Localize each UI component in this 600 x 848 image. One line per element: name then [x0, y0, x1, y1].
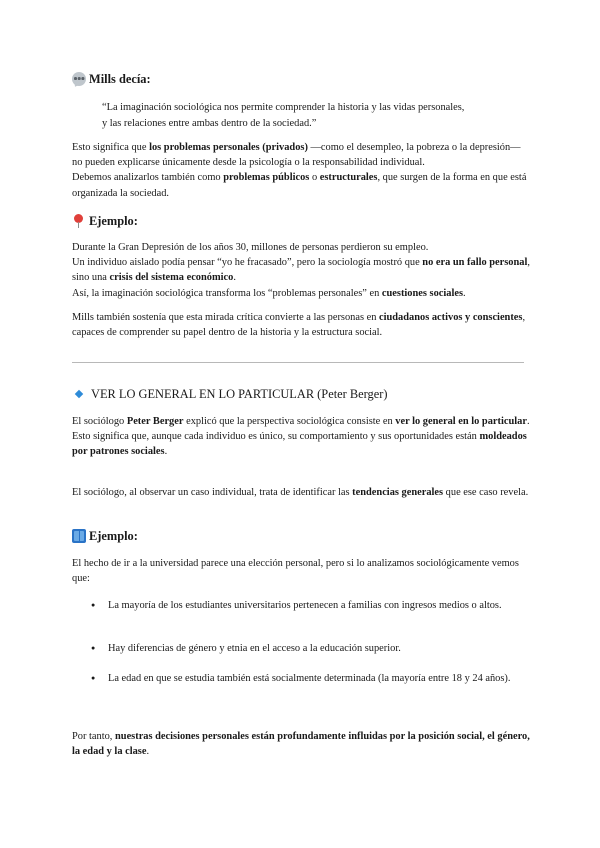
- bold-run: Peter Berger: [126, 416, 184, 427]
- quote-line-2: y las relaciones entre ambas dentro de la sociedad.”: [102, 118, 317, 129]
- text-run: Esto significa que: [72, 142, 150, 153]
- bold-run: los problemas personales (privados): [149, 142, 308, 153]
- bold-run: nuestras decisiones personales están profundamente influidas por la posición social, el género, la edad y la clase: [72, 731, 530, 758]
- berger-paragraph-2: [72, 485, 532, 500]
- list-item: [91, 598, 531, 614]
- list-item: [91, 641, 531, 657]
- text-run: que ese caso revela.: [443, 487, 529, 498]
- example1-heading: [72, 213, 138, 229]
- text-run: explicó que la perspectiva sociológica consiste en: [183, 416, 396, 427]
- text-run: El sociólogo: [72, 416, 127, 427]
- text-run: Así, la imaginación sociológica transforma los “problemas personales” en: [72, 287, 382, 299]
- text-run: , que surgen de la forma en que está organizada la sociedad.: [72, 172, 527, 199]
- bold-run: moldeados por patrones sociales: [72, 431, 527, 458]
- conclusion-paragraph: [72, 729, 532, 759]
- list-item: [91, 671, 531, 687]
- mills-heading: [72, 71, 151, 87]
- example1-line-1: Durante la Gran Depresión de los años 30, millones de personas perdieron su empleo.: [72, 242, 429, 253]
- text-run: .: [526, 416, 530, 427]
- text-run: .: [164, 446, 168, 458]
- text-run: o: [309, 172, 320, 184]
- text-run: Debemos analizarlos también como: [72, 172, 224, 184]
- bullet-icon: [91, 671, 108, 687]
- berger-heading: [72, 386, 387, 402]
- text-run: .: [233, 272, 236, 284]
- list-item-text: La mayoría de los estudiantes universitarios pertenecen a familias con ingresos medios o altos.: [108, 600, 502, 611]
- bullet-icon: [91, 598, 108, 614]
- example1-heading-text: Ejemplo:: [89, 214, 138, 228]
- text-run: , sino una: [72, 257, 530, 284]
- bold-run: ciudadanos activos y conscientes: [379, 312, 523, 323]
- blue-diamond-icon: [75, 390, 83, 398]
- bold-run: estructurales: [319, 172, 378, 184]
- mills-paragraph: [72, 140, 532, 201]
- bold-run: crisis del sistema económico: [109, 272, 234, 284]
- berger-paragraph-1: [72, 414, 532, 460]
- bold-run: problemas públicos: [223, 172, 310, 184]
- mills-citizens-paragraph: [72, 310, 532, 340]
- bold-run: ver lo general en lo particular: [395, 416, 527, 427]
- text-run: , capaces de comprender su papel dentro de la historia y la estructura social.: [72, 312, 526, 339]
- speech-bubble-icon: [72, 72, 86, 86]
- text-run: .: [146, 746, 150, 758]
- berger-heading-text: VER LO GENERAL EN LO PARTICULAR (Peter Berger): [91, 387, 388, 401]
- text-run: Un individuo aislado podía pensar “yo he fracasado”, pero la sociología mostró que: [72, 257, 423, 269]
- example2-intro-text: El hecho de ir a la universidad parece una elección personal, pero si lo analizamos sociológicamente vemos que:: [72, 558, 519, 585]
- bold-run: no era un fallo personal: [422, 257, 528, 269]
- text-run: Por tanto,: [72, 731, 116, 742]
- text-run: Esto significa que, aunque cada individuo es único, su comportamiento y sus oportunidades están: [72, 431, 480, 443]
- text-run: Mills también sostenía que esta mirada crítica convierte a las personas en: [72, 312, 379, 323]
- bold-run: cuestiones sociales: [381, 287, 464, 299]
- text-run: .: [463, 287, 466, 299]
- example2-heading-text: Ejemplo:: [89, 529, 138, 543]
- mills-quote: [102, 100, 522, 132]
- section-divider: [72, 362, 524, 363]
- text-run: —como el desempleo, la pobreza o la depresión— no pueden explicarse únicamente desde la psicología o la responsabilidad individual.: [72, 142, 521, 169]
- mills-heading-text: Mills decía:: [89, 72, 151, 86]
- bullet-icon: [91, 641, 108, 657]
- bold-run: tendencias generales: [352, 487, 444, 498]
- list-item-text: Hay diferencias de género y etnia en el acceso a la educación superior.: [108, 643, 401, 654]
- blue-book-icon: [72, 529, 86, 543]
- list-item-text: La edad en que se estudia también está socialmente determinada (la mayoría entre 18 y 24 años).: [108, 673, 511, 684]
- pushpin-icon: [72, 214, 86, 228]
- example2-heading: [72, 528, 138, 544]
- quote-line-1: “La imaginación sociológica nos permite comprender la historia y las vidas personales,: [102, 102, 465, 113]
- example1-body: [72, 240, 532, 301]
- text-run: El sociólogo, al observar un caso individual, trata de identificar las: [72, 487, 353, 498]
- example2-intro: [72, 556, 532, 586]
